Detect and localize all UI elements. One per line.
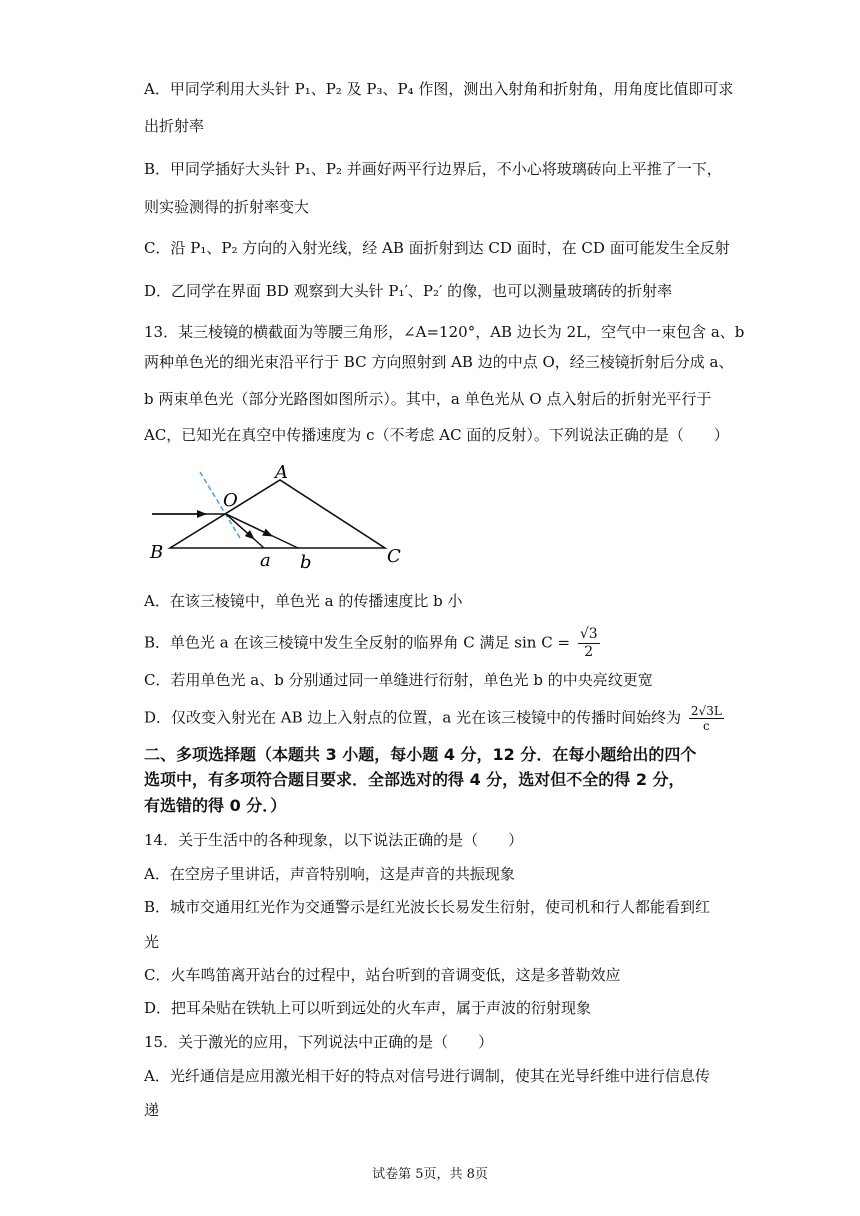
q13-option-d-numerator: 2√3L — [690, 704, 722, 718]
q13-option-d-denominator: c — [703, 719, 710, 733]
q12-option-a-line2: 出折射率 — [144, 117, 205, 135]
ray-b-arrow — [226, 514, 272, 536]
prism-diagram-svg — [140, 458, 420, 578]
q12-option-b-line1: B．甲同学插好大头针 P₁、P₂ 并画好两平行边界后，不小心将玻璃砖向上平推了一下， — [144, 160, 722, 178]
q13-stem-line4: AC，已知光在真空中传播速度为 c（不考虑 AC 面的反射）。下列说法正确的是（ ） — [144, 426, 729, 444]
q13-stem-line1: 13．某三棱镜的横截面为等腰三角形，∠A=120°，AB 边长为 2L，空气中一束包含 a、b — [144, 323, 745, 341]
label-C: C — [387, 546, 401, 567]
q12-option-b-line2: 则实验测得的折射率变大 — [144, 198, 310, 216]
q12-option-d: D．乙同学在界面 BD 观察到大头针 P₁′、P₂′ 的像，也可以测量玻璃砖的折射率 — [144, 282, 673, 300]
section2-heading-line2: 选项中，有多项符合题目要求．全部选对的得 4 分，选对但不全的得 2 分， — [144, 770, 685, 789]
q13-stem-line2: 两种单色光的细光束沿平行于 BC 方向照射到 AB 边的中点 O，经三棱镜折射后分成 a、 — [144, 353, 734, 371]
page-footer: 试卷第 5页，共 8页 — [372, 1167, 488, 1182]
q13-stem-line3: b 两束单色光（部分光路图如图所示）。其中，a 单色光从 O 点入射后的折射光平行于 — [144, 390, 712, 408]
q14-option-c: C．火车鸣笛离开站台的过程中，站台听到的音调变低，这是多普勒效应 — [144, 966, 621, 984]
q14-option-b-line1: B．城市交通用红光作为交通警示是红光波长长易发生衍射，使司机和行人都能看到红 — [144, 898, 711, 916]
label-A: A — [275, 462, 288, 483]
section2-heading-line1: 二、多项选择题（本题共 3 小题，每小题 4 分，12 分．在每小题给出的四个 — [144, 745, 697, 764]
q14-stem: 14．关于生活中的各种现象，以下说法正确的是（ ） — [144, 831, 524, 849]
q12-option-a-line1: A．甲同学利用大头针 P₁、P₂ 及 P₃、P₄ 作图，测出入射角和折射角，用角度比值即可求 — [144, 80, 734, 98]
q13-option-b-text: B．单色光 a 在该三棱镜中发生全反射的临界角 C 满足 sin C = — [144, 633, 571, 652]
q14-option-a: A．在空房子里讲话，声音特别响，这是声音的共振现象 — [144, 865, 515, 883]
ray-a-arrow — [226, 514, 254, 539]
prism-diagram — [140, 458, 420, 582]
label-b: b — [300, 552, 312, 573]
q15-stem: 15．关于激光的应用，下列说法中正确的是（ ） — [144, 1033, 494, 1051]
q13-option-d-fraction — [689, 704, 724, 733]
q13-option-b — [144, 626, 600, 661]
label-O: O — [223, 490, 238, 511]
q15-option-a-line2: 递 — [144, 1101, 160, 1119]
q13-option-b-numerator: √3 — [579, 626, 598, 642]
section2-heading-line3: 有选错的得 0 分．） — [144, 796, 287, 815]
q13-option-c: C．若用单色光 a、b 分别通过同一单缝进行衍射，单色光 b 的中央亮纹更宽 — [144, 671, 653, 689]
label-B: B — [150, 542, 164, 563]
q15-option-a-line1: A．光纤通信是应用激光相干好的特点对信号进行调制，使其在光导纤维中进行信息传 — [144, 1067, 710, 1085]
q12-option-c: C．沿 P₁、P₂ 方向的入射光线，经 AB 面折射到达 CD 面时，在 CD 面可能发生全反射 — [144, 239, 730, 257]
q13-option-a: A．在该三棱镜中，单色光 a 的传播速度比 b 小 — [144, 592, 463, 610]
q13-option-b-fraction — [578, 626, 600, 661]
q14-option-d: D．把耳朵贴在铁轨上可以听到远处的火车声，属于声波的衍射现象 — [144, 999, 592, 1017]
label-a: a — [260, 550, 271, 571]
q13-option-d — [144, 704, 724, 733]
q13-option-b-denominator: 2 — [584, 644, 594, 660]
q13-option-d-text: D．仅改变入射光在 AB 边上入射点的位置，a 光在该三棱镜中的传播时间始终为 — [144, 708, 682, 727]
q14-option-b-line2: 光 — [144, 933, 160, 951]
